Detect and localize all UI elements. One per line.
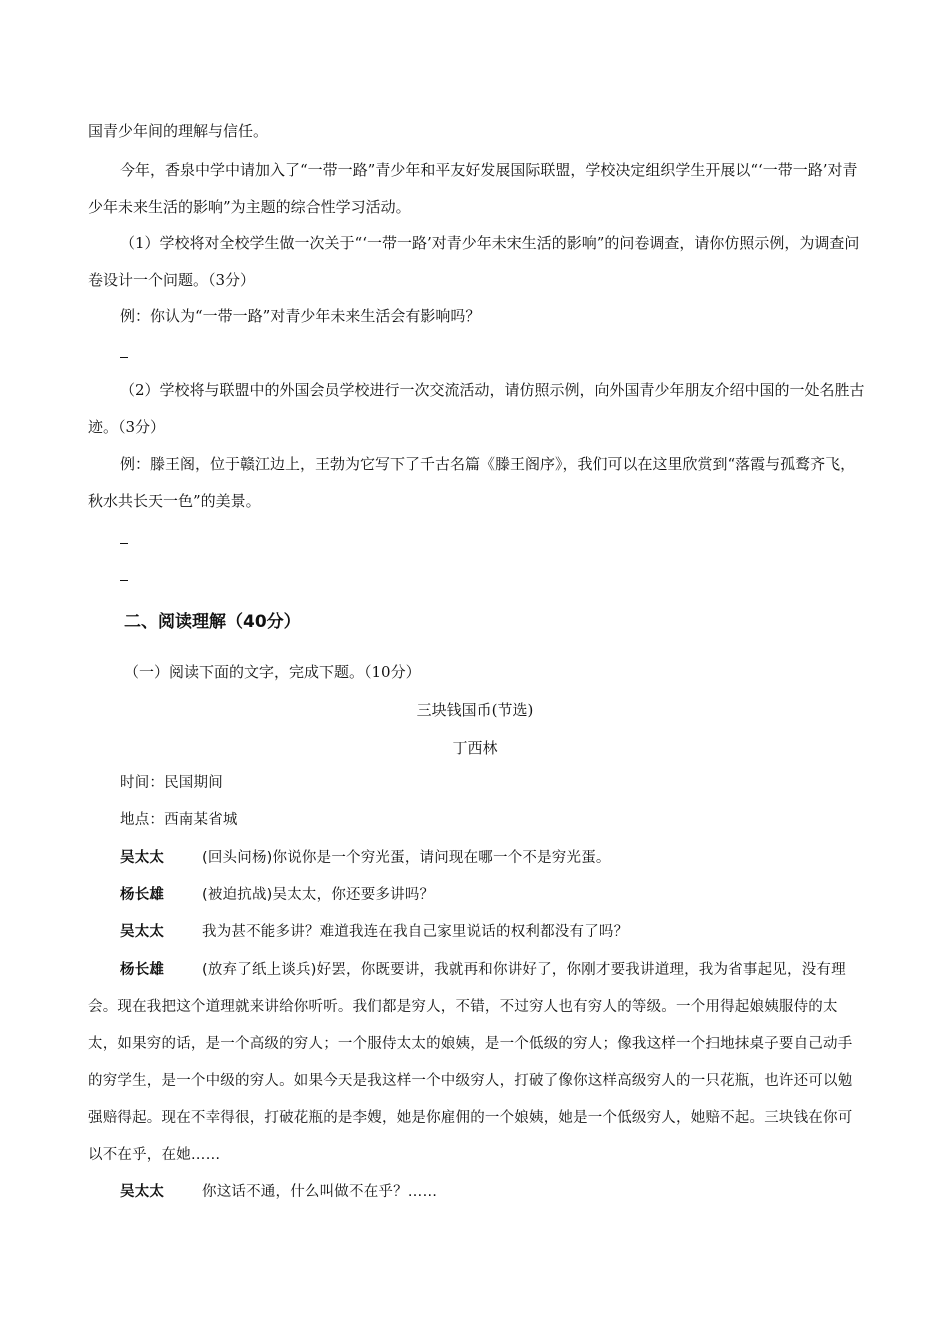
section-title-reading: 二、阅读理解（40分） [124,612,301,632]
question-1-example: 例：你认为“一带一路”对青少年未来生活会有影响吗？ [120,307,481,325]
question-1: （1）学校将对全校学生做一次关于“‘一带一路’对青少年未宋生活的影响”的问卷调查，请你仿照示例，为调查问卷设计一个问题。（3分） [88,234,860,289]
play-author: 丁西林 [452,739,498,757]
answer-blank-3[interactable] [120,580,128,581]
dialogue-line [120,1182,437,1202]
dialogue-line [120,885,434,905]
speaker-name: 吴太太 [120,924,165,940]
dialogue-text: 我为甚不能多讲？难道我连在我自己家里说话的权利都没有了吗？ [202,924,629,940]
dialogue-text: (被迫抗战)吴太太，你还要多讲吗？ [202,887,435,903]
question-2: （2）学校将与联盟中的外国会员学校进行一次交流活动，请仿照示例，向外国青少年朋友介绍中国的一处名胜古迹。（3分） [88,381,865,436]
play-title: 三块钱国币(节选) [416,701,534,719]
speaker-name: 吴太太 [120,1184,165,1200]
play-place: 地点：西南某省城 [120,812,238,828]
dialogue-text: (放弃了纸上谈兵)好罢，你既要讲，我就再和你讲好了，你刚才要我讲道理，我为省事起见，没有理会。现在我把这个道理就来讲给你听听。我们都是穷人，不错，不过穷人也有穷人的等级。一个用得起娘姨服侍的太太，如果穷的话，是一个高级的穷人；一个服侍太太的娘姨，是一个低级的穷人；像我这样一个扫地抹桌子要自己动手的穷学生，是一个中级的穷人。如果今天是我这样一个中级穷人，打破了像你这样高级穷人的一只花瓶，也许还可以勉强赔得起。现在不幸得很，打破花瓶的是李嫂，她是你雇佣的一个娘姨，她是一个低级穷人，她赔不起。三块钱在你可以不在乎，在她…… [88,962,853,1163]
speaker-name: 杨长雄 [120,962,165,978]
dialogue-line-long [88,952,863,1174]
paragraph-activity-intro: 今年，香泉中学中请加入了“一带一路”青少年和平友好发展国际联盟，学校决定组织学生开展以“‘一带一路’对青少年未来生活的影响”为主题的综合性学习活动。 [88,161,858,216]
subsection-title: （一）阅读下面的文字，完成下题。（10分） [124,663,421,681]
answer-blank-1[interactable] [120,357,128,358]
speaker-name: 吴太太 [120,850,165,866]
dialogue-line [120,848,611,868]
answer-blank-2[interactable] [120,543,128,544]
paragraph-intro-end: 国青少年间的理解与信任。 [88,122,269,140]
dialogue-line [120,922,628,942]
dialogue-text: (回头问杨)你说你是一个穷光蛋，请问现在哪一个不是穷光蛋。 [202,850,611,866]
dialogue-text: 你这话不通，什么叫做不在乎？…… [202,1184,438,1200]
speaker-name: 杨长雄 [120,887,165,903]
question-2-example: 例：滕王阁，位于赣江边上，王勃为它写下了千古名篇《滕王阁序》，我们可以在这里欣赏到“落霞与孤鹜齐飞，秋水共长天一色”的美景。 [88,455,856,510]
play-time: 时间：民国期间 [120,775,223,791]
